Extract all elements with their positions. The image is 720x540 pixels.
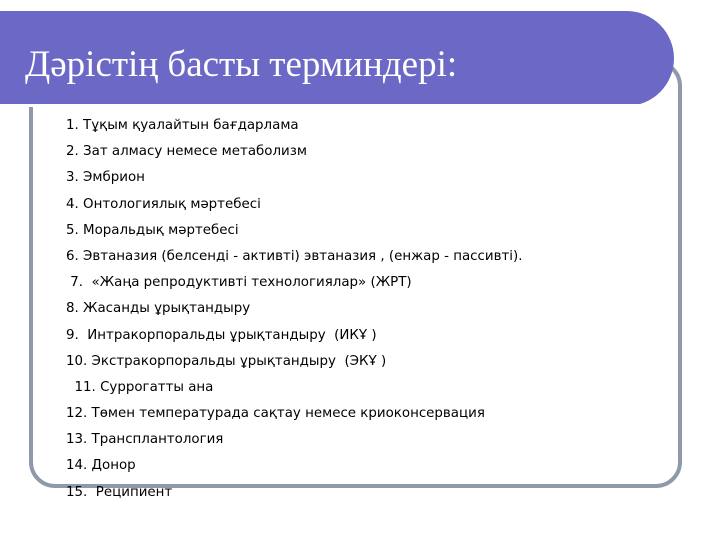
- term-item: 12. Төмен температурада сақтау немесе криоконсервация: [66, 406, 485, 422]
- term-item: 9. Интракорпоральды ұрықтандыру (ИКҰ ): [66, 327, 377, 343]
- term-item: 8. Жасанды ұрықтандыру: [66, 301, 251, 317]
- term-item: 10. Экстракорпоральды ұрықтандыру (ЭКҰ ): [66, 353, 387, 369]
- term-item: 14. Донор: [66, 458, 136, 474]
- term-item: 1. Тұқым қуалайтын бағдарлама: [66, 118, 299, 133]
- term-item: 15. Реципиент: [66, 484, 173, 500]
- term-item: 7. «Жаңа репродуктивті технологиялар» (ЖРТ): [66, 275, 412, 291]
- slide-title: Дәрістің басты терминдері:: [25, 44, 458, 85]
- term-item: 3. Эмбрион: [66, 170, 145, 186]
- term-item: 2. Зат алмасу немесе метаболизм: [66, 144, 307, 160]
- term-item: 4. Онтологиялық мәртебесі: [66, 196, 261, 212]
- terms-list: [66, 113, 523, 506]
- term-item: 11. Суррогатты ана: [66, 379, 214, 395]
- title-bar: [0, 11, 674, 106]
- term-item: 6. Эвтаназия (белсенді - активті) эвтаназия , (енжар - пассивті).: [66, 248, 523, 264]
- term-item: 5. Моральдық мәртебесі: [66, 222, 239, 238]
- title-underline: [0, 104, 640, 107]
- term-item: 13. Трансплантология: [66, 432, 224, 448]
